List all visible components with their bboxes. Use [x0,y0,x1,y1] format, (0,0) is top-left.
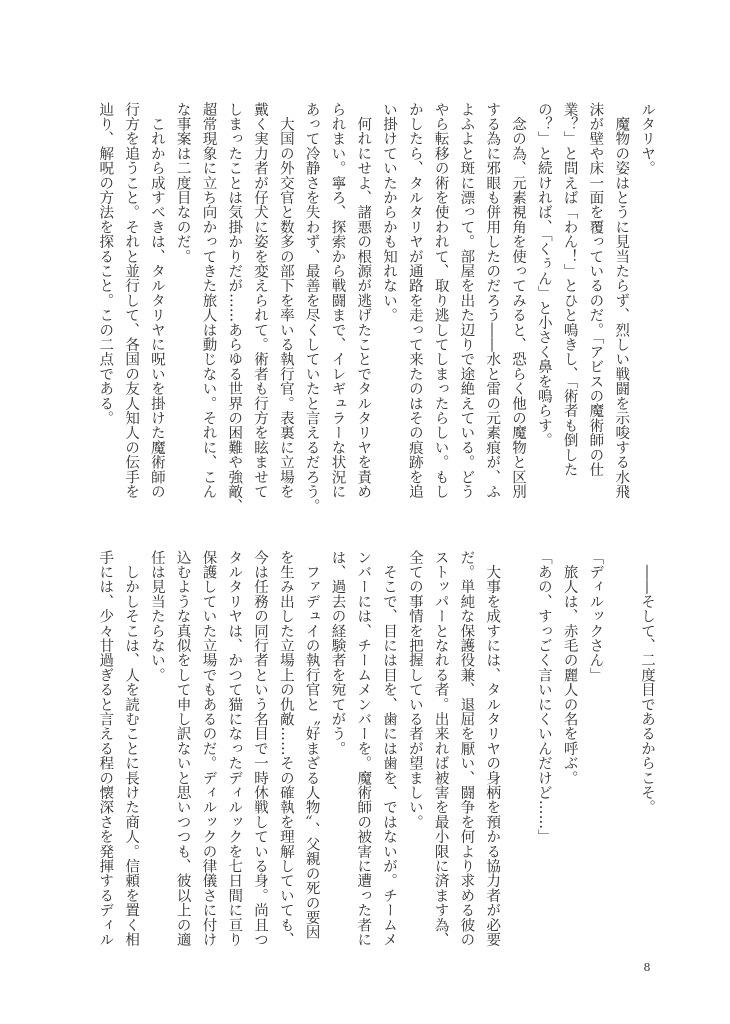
text-column: 込むような真似をして申し訳ないと思いつつも、彼以上の適 [174,550,191,947]
text-column: は、過去の経験者を宛てがう。 [329,550,346,756]
text-column: 辿り、解呪の方法を探ること。この二点である。 [97,102,114,426]
text-column: 魔物の姿はとうに見当たらず、烈しい戦闘を示唆する水飛 [613,102,630,499]
text-column: かしたら、タルタリヤが通路を走って来たのはその痕跡を追 [406,102,423,499]
text-column: ストッパーとなれる者。出来れば被害を最小限に済ます為、 [432,550,449,947]
text-column: 今は任務の同行者という名目で一時休戦している身。尚且つ [252,550,269,947]
text-column: 任は見当たらない。 [148,550,165,683]
text-column: 全ての事情を把握している者が望ましい。 [406,550,423,830]
text-column: だ。単純な保護役兼、退屈を厭い、闘争を何より求める彼の [458,550,475,947]
text-column: 戴く実力者が仔犬に姿を変えられて。術者も行方を眩ませて [252,102,269,499]
text-column: これから成すべきは、タルタリヤに呪いを掛けた魔術師の [148,102,165,499]
text-column: ンバーには、チームメンバーを。魔術師の被害に遭った者に [355,550,372,947]
text-column: な事案は二度目なのだ。 [174,102,191,264]
text-column: 手には、少々甘過ぎると言える程の懐深さを発揮するディル [97,550,114,947]
text-column: 念の為、元素視角を使ってみると、恐らく他の魔物と区別 [510,102,527,499]
text-column: を生み出した立場上の仇敵……その確執を理解していても、 [277,550,294,947]
dialogue-column: 「ディルックさん」 [587,550,604,683]
dialogue-column: 「あの、すっごく言いにくいんだけど……」 [535,550,552,844]
text-column: られまい。寧ろ、探索から戦闘まで、イレギュラーな状況に [329,102,346,499]
text-column: そこで、目には目を、歯には歯を、ではないが。チームメ [381,550,398,947]
text-column: 行方を追うこと。それと並行して、各国の友人知人の伝手を [123,102,140,499]
text-column: 大国の外交官と数多の部下を率いる執行官。表裏に立場を [277,102,294,499]
text-block-top [91,102,659,514]
text-column: 業？」と問えば「わん！」とひと鳴きし、「術者も倒した [561,102,578,477]
blank-column [504,550,530,962]
text-column: やら転移の術を使われて、取り逃してしまったらしい。もし [432,102,449,499]
text-column: 旅人は、赤毛の麗人の名を呼ぶ。 [561,550,578,786]
text-column: あって冷静さを失わず、最善を尽くしていたと言えるだろう。 [303,102,320,514]
text-column: しかしそこは、人を読むことに長けた商人。信頼を置く相 [123,550,140,947]
text-column: 沫が壁や床一面を覆っているのだ。「アビスの魔術師の仕 [587,102,604,477]
text-column: 保護していた立場でもあるのだ。ディルックの律儀さに付け [200,550,217,947]
text-column: 超常現象に立ち向かってきた旅人は動じない。それに、こん [200,102,217,499]
text-block-bottom [91,550,659,962]
text-column: の？」と続ければ、「くぅん」と小さく鼻を鳴らす。 [535,102,552,448]
text-column: 何れにせよ、諸悪の根源が逃げたことでタルタリヤを責め [355,102,372,499]
text-column: ルタリヤ。 [639,102,655,176]
text-column: しまったことは気掛かりだが……あらゆる世界の困難や強敵、 [226,102,243,514]
text-column: タルタリヤは、かつて猫になったディルックを七日間に亘り [226,550,243,947]
text-column: よふよと斑に漂って。部屋を出た辺りで途絶えている。どう [458,102,475,499]
blank-column [607,550,633,962]
text-column: 大事を成すには、タルタリヤの身柄を預かる協力者が必要 [484,550,501,947]
text-column: ――そして、二度目であるからこそ。 [639,550,655,815]
text-column: ファデュイの執行官と〝好まざる人物〟、父親の死の要因 [303,550,320,940]
page-number: 8 [643,961,651,974]
text-column: い掛けていたからかも知れない。 [381,102,398,323]
text-column: する為に邪眼も併用したのだろう――水と雷の元素痕が、ふ [484,102,501,499]
